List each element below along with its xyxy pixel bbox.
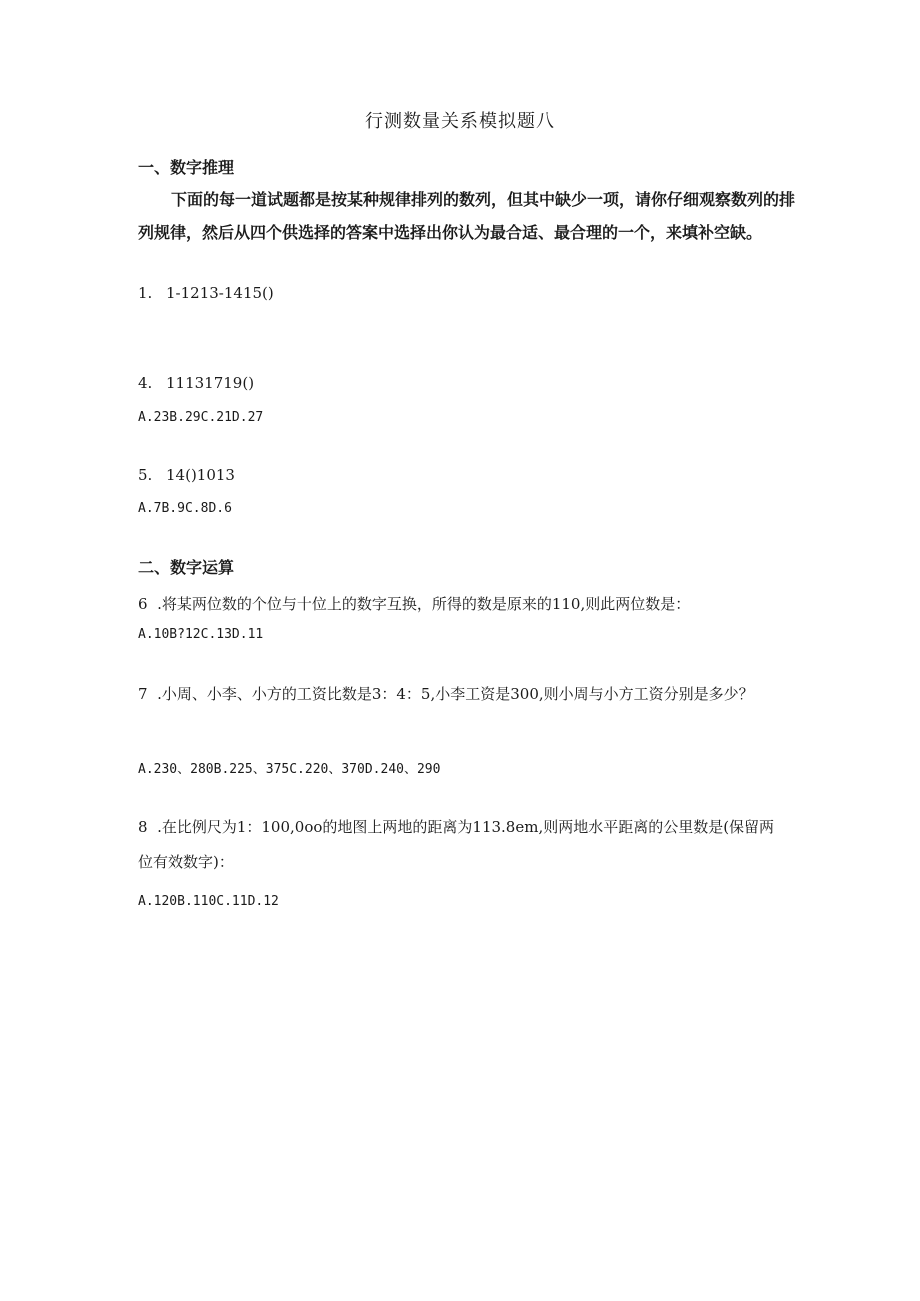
question-8-text: 8 .在比例尺为1：100,0oo的地图上两地的距离为113.8em,则两地水平距离的公里数是(保留两位有效数字)：	[138, 818, 775, 871]
section-1-instructions: 下面的每一道试题都是按某种规律排列的数列，但其中缺少一项，请你仔细观察数列的排列规律，然后从四个供选择的答案中选择出你认为最合适、最合理的一个，来填补空缺。	[138, 190, 796, 242]
question-5-number: 5.	[138, 466, 153, 484]
question-1-number: 1.	[138, 284, 153, 302]
document-title: 行测数量关系模拟题八	[365, 111, 555, 132]
section-2-heading: 二、数字运算	[138, 558, 235, 577]
question-5-text: 14()1013	[166, 466, 235, 484]
question-1-text: 1-1213-1415()	[166, 284, 274, 302]
question-6-options: A.10B?12C.13D.11	[138, 627, 264, 642]
question-4-text: 11131719()	[166, 374, 255, 392]
question-4-options: A.23B.29C.21D.27	[138, 410, 264, 425]
question-7-options: A.230、280B.225、375C.220、370D.240、290	[138, 762, 441, 777]
section-1-heading: 一、数字推理	[138, 158, 235, 177]
question-4	[138, 374, 254, 392]
question-7-text: 7 .小周、小李、小方的工资比数是3：4：5,小李工资是300,则小周与小方工资分别是多少？	[138, 685, 754, 703]
question-5	[138, 466, 235, 484]
question-6-text: 6 .将某两位数的个位与十位上的数字互换，所得的数是原来的110,则此两位数是：	[138, 595, 691, 613]
question-4-number: 4.	[138, 374, 153, 392]
question-5-options: A.7B.9C.8D.6	[138, 501, 232, 516]
question-8-options: A.120B.110C.11D.12	[138, 894, 279, 909]
question-1	[138, 284, 274, 302]
